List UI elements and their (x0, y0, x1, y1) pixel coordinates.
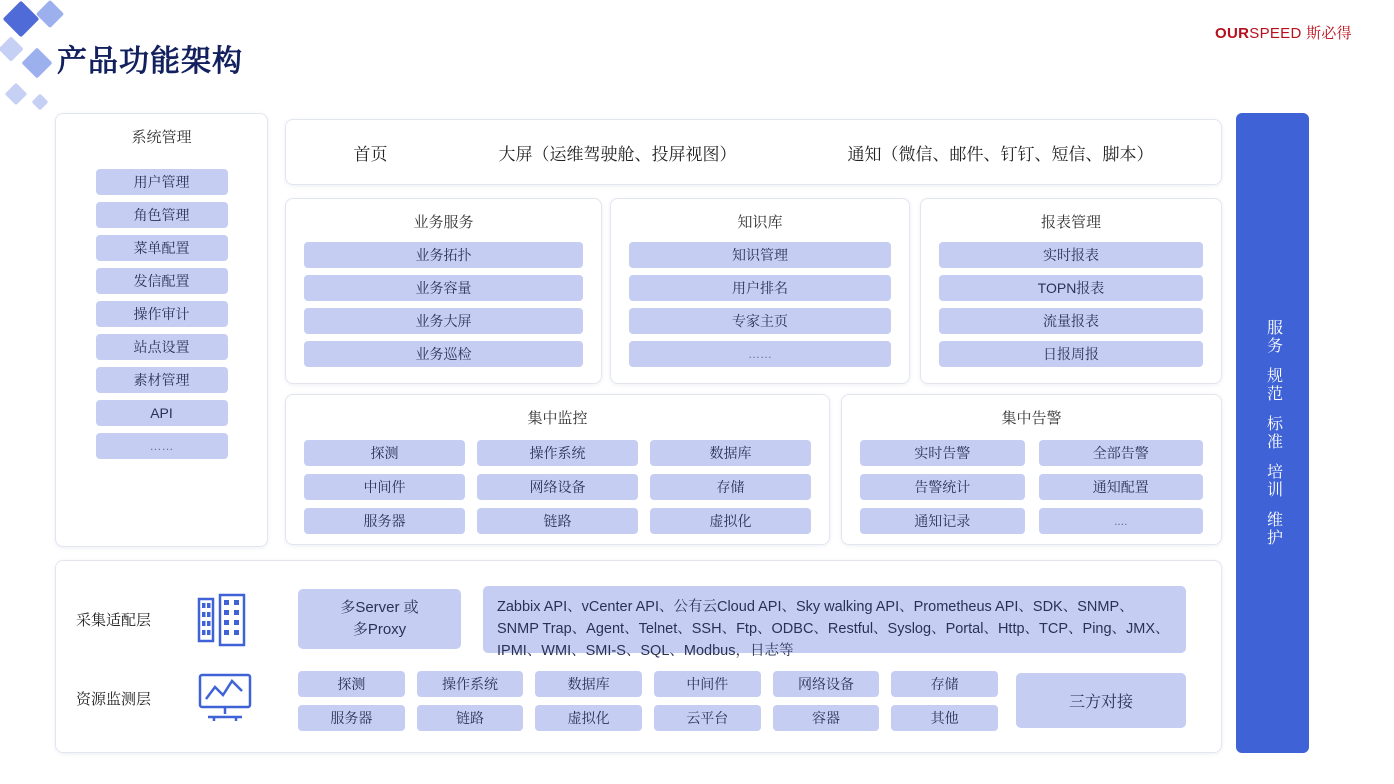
api-protocol-box: Zabbix API、vCenter API、公有云Cloud API、Sky walking API、Prometheus API、SDK、SNMP、SNMP Trap、Agent、Telnet、SSH、Ftp、ODBC、Restful、Syslog、Portal、Http、TCP、Ping、JMX、IPMI、WMI、SMI-S、SQL、Modbus，日志等 (483, 586, 1186, 653)
list-item[interactable]: 素材管理 (96, 367, 228, 393)
list-item[interactable]: 操作系统 (477, 440, 638, 466)
list-item[interactable]: 存储 (891, 671, 998, 697)
list-item[interactable]: 全部告警 (1039, 440, 1204, 466)
list-item[interactable]: 网络设备 (773, 671, 880, 697)
list-item[interactable]: 操作系统 (417, 671, 524, 697)
system-management-list (82, 169, 241, 459)
decor-diamond-6 (32, 94, 49, 111)
list-item[interactable]: 操作审计 (96, 301, 228, 327)
panel-centralized-monitoring (285, 394, 830, 545)
sidebar-word-standard: 规范 (1264, 367, 1282, 403)
panel-centralized-alarm (841, 394, 1222, 545)
proxy-line-2: 多Proxy (352, 621, 407, 638)
list-item[interactable]: 业务巡检 (304, 341, 583, 367)
sidebar-word-training: 培训 (1264, 463, 1282, 499)
page-title: 产品功能架构 (57, 45, 243, 78)
monitor-title: 集中监控 (527, 410, 588, 427)
nav-item-home[interactable]: 首页 (353, 144, 388, 164)
decor-diamond-4 (21, 47, 52, 78)
list-item[interactable]: 通知记录 (860, 508, 1025, 534)
monitor-list (304, 440, 811, 534)
list-item[interactable]: 云平台 (654, 705, 761, 731)
list-item-more[interactable]: .... (1039, 508, 1204, 534)
list-item[interactable]: 其他 (891, 705, 998, 731)
list-item[interactable]: 站点设置 (96, 334, 228, 360)
list-item[interactable]: 服务器 (298, 705, 405, 731)
nav-item-notification[interactable]: 通知（微信、邮件、钉钉、短信、脚本） (847, 144, 1154, 164)
list-item[interactable]: 数据库 (535, 671, 642, 697)
alarm-list (860, 440, 1203, 534)
list-item[interactable]: 菜单配置 (96, 235, 228, 261)
list-item[interactable]: 实时告警 (860, 440, 1025, 466)
panel-system-management (55, 113, 268, 547)
list-item[interactable]: 中间件 (654, 671, 761, 697)
list-item[interactable]: 角色管理 (96, 202, 228, 228)
business-service-title: 业务服务 (413, 214, 474, 231)
panel-topbar (285, 119, 1222, 185)
list-item-more[interactable]: …… (96, 433, 228, 459)
list-item[interactable]: TOPN报表 (939, 275, 1203, 301)
list-item[interactable]: 探测 (304, 440, 465, 466)
list-item-more[interactable]: …… (629, 341, 891, 367)
list-item[interactable]: 告警统计 (860, 474, 1025, 500)
list-item[interactable]: 网络设备 (477, 474, 638, 500)
list-item[interactable]: API (96, 400, 228, 426)
list-item[interactable]: 服务器 (304, 508, 465, 534)
decor-diamond-1 (3, 1, 40, 38)
panel-business-service (285, 198, 602, 384)
alarm-title: 集中告警 (1001, 410, 1062, 427)
third-party-integration-box[interactable]: 三方对接 (1016, 673, 1186, 728)
list-item[interactable]: 虚拟化 (535, 705, 642, 731)
list-item[interactable]: 用户管理 (96, 169, 228, 195)
business-service-list (304, 242, 583, 367)
brand-logo (1215, 22, 1352, 43)
panel-knowledge-base (610, 198, 910, 384)
knowledge-title: 知识库 (737, 214, 783, 231)
label-collection-layer: 采集适配层 (76, 612, 152, 629)
list-item[interactable]: 专家主页 (629, 308, 891, 334)
list-item[interactable]: 虚拟化 (650, 508, 811, 534)
list-item[interactable]: 中间件 (304, 474, 465, 500)
proxy-server-box[interactable] (298, 589, 461, 649)
list-item[interactable]: 存储 (650, 474, 811, 500)
list-item[interactable]: 通知配置 (1039, 474, 1204, 500)
report-title: 报表管理 (1040, 214, 1101, 231)
list-item[interactable]: 流量报表 (939, 308, 1203, 334)
brand-bold: OUR (1215, 25, 1250, 42)
system-management-title: 系统管理 (131, 129, 192, 146)
list-item[interactable]: 用户排名 (629, 275, 891, 301)
list-item[interactable]: 日报周报 (939, 341, 1203, 367)
chart-monitor-icon (196, 673, 254, 728)
decor-diamond-2 (36, 0, 64, 28)
list-item[interactable]: 业务拓扑 (304, 242, 583, 268)
list-item[interactable]: 探测 (298, 671, 405, 697)
building-icon (196, 593, 248, 652)
brand-rest: SPEED 斯必得 (1249, 25, 1352, 42)
list-item[interactable]: 数据库 (650, 440, 811, 466)
list-item[interactable]: 知识管理 (629, 242, 891, 268)
list-item[interactable]: 容器 (773, 705, 880, 731)
sidebar-word-service: 服务 (1264, 319, 1282, 355)
resource-monitor-list (298, 671, 998, 731)
list-item[interactable]: 实时报表 (939, 242, 1203, 268)
knowledge-list (629, 242, 891, 367)
panel-service-standard-sidebar (1236, 113, 1309, 753)
sidebar-word-norm: 标准 (1264, 415, 1282, 451)
list-item[interactable]: 业务容量 (304, 275, 583, 301)
list-item[interactable]: 链路 (477, 508, 638, 534)
panel-report-management (920, 198, 1222, 384)
decor-diamond-3 (0, 36, 24, 61)
label-resource-layer: 资源监测层 (76, 691, 152, 708)
sidebar-word-maintenance: 维护 (1264, 511, 1282, 547)
report-list (939, 242, 1203, 367)
panel-bottom-layers (55, 560, 1222, 753)
proxy-line-1: 多Server 或 (340, 599, 419, 616)
list-item[interactable]: 业务大屏 (304, 308, 583, 334)
list-item[interactable]: 发信配置 (96, 268, 228, 294)
nav-item-bigscreen[interactable]: 大屏（运维驾驶舱、投屏视图） (498, 144, 737, 164)
decor-diamond-5 (5, 83, 28, 106)
list-item[interactable]: 链路 (417, 705, 524, 731)
